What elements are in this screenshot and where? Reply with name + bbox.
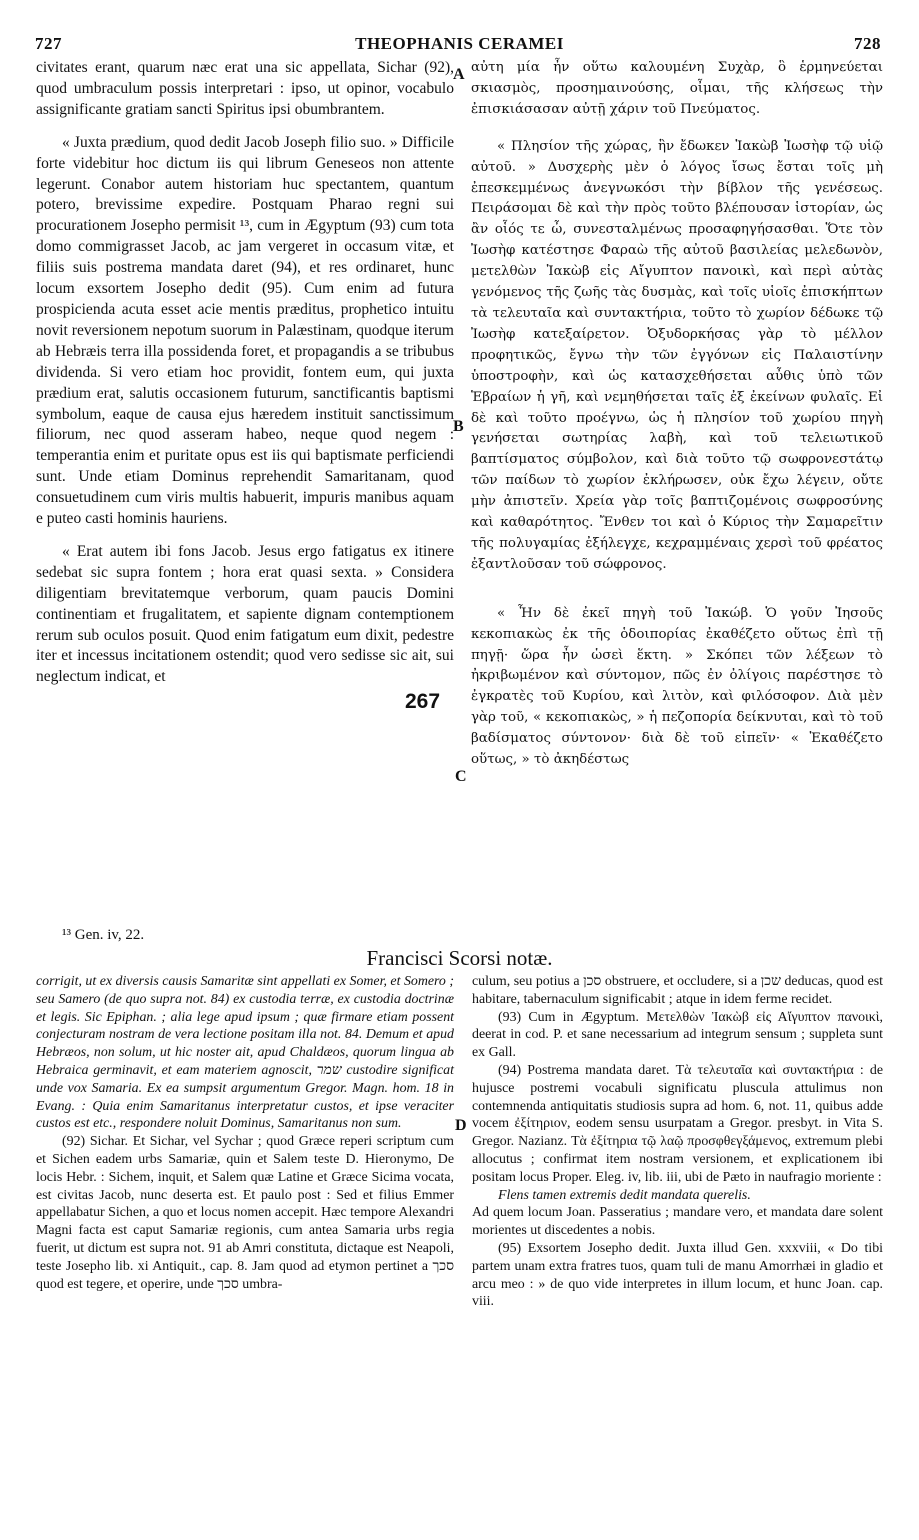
column-number: 267 [405, 690, 441, 713]
margin-letter-b: B [453, 418, 464, 435]
note-paragraph: (95) Exsortem Josepho dedit. Juxta illud Gen. xxxviii, « Do tibi partem unam extra fratres tuos, quam tuli de manu Amorrhæi in gladio et arcu meo : » de quo vide interpretes in illum locum, et hunc Joan. cap. viii. [472, 1240, 883, 1310]
note-paragraph: corrigit, ut ex diversis causis Samaritæ sint appellati ex Somer, et Somero ; seu Samero (de quo supra not. 84) ex custodia terræ, ex custodia doctrinæ et legis. Sic Epiphan. ; alia lege apud ipsum ; quæ firmare etiam possent conjecturam nostram de vera lectione positam illa not. 84. Demum et apud Hebræos, non solum, ut hic noster ait, apud Chaldæos, quorum lingua ab Hebraica germinavit, et eam materiem agnoscit, שמר custodire significat unde vox Samaria. Ex ea sumpsit argumentum Gregor. Magn. hom. 18 in Evang. : Quia enim Samaritanus interpretatur custos, et ipse veraciter custos est etc., respondere noluit Dominus, Samaritanus non sum. [36, 974, 454, 1132]
notes-right-column [472, 973, 883, 1311]
section-title: Francisci Scorsi notæ. [366, 946, 553, 970]
note-paragraph: (94) Postrema mandata daret. Τὰ τελευταῖα καὶ συντακτήρια : de hujusce postremi vocabuli significatu pluscula attulimus non contemnenda antiquitatis studiosis supra ad hom. 6, not. 11, quibus adde vocem ἐξίτηριον, eodem sensu usurpatam a Gregor. presbyt. in Vita S. Gregor. Nazianz. Τὰ ἐξίτηρια τῷ λαῷ προσφθεγξάμενος, extremum plebi allocutus ; confirmat item nostram versionem, et explicationem ibi positam locus Proper. Eleg. iv, lib. iii, ubi de Pæto in naufragio moriente : [472, 1062, 883, 1185]
latin-paragraph: « Erat autem ibi fons Jacob. Jesus ergo fatigatus ex itinere sedebat sic supra fontem ; hora erat quasi sexta. » Considera diligentiam brevitatemque verborum, quam paucis Domini continentiam et frugalitatem, et sapiente dignam contemptionem rerum sub oculos posuit. Quod enim fatigatum eum dixit, pedestre iter et incessus incitationem ostendit; quod vero sedisse sic ait, sui neglectum indicat, et [36, 542, 454, 686]
greek-paragraph: « Ἦν δὲ ἐκεῖ πηγὴ τοῦ Ἰακώβ. Ὁ γοῦν Ἰησοῦς κεκοπιακὼς ἐκ τῆς ὁδοιπορίας ἐκαθέζετο οὕτως ἐπὶ τῇ πηγῇ· ὥρα ἦν ὡσεὶ ἕκτη. » Σκόπει τῶν λέξεων τὸ ἠκριβωμένον καὶ σύντομον, πῶς ἐν ὀλίγοις παρέστησε τὸ ἐγκρατὲς τοῦ Κυρίου, καὶ λιτὸν, καὶ φιλόσοφον. Διὰ μὲν γὰρ τοῦ, « κεκοπιακὼς, » ἡ πεζοπορία δείκνυται, καὶ τὸ τοῦ βαδίσματος σύντονον· διὰ δὲ τοῦ εἰπεῖν· « Ἐκαθέζετο οὕτως, » τὸ ἀκηδέστως [471, 605, 883, 768]
latin-column [36, 58, 454, 688]
margin-letter-a: A [453, 66, 465, 83]
running-title: THEOPHANIS CERAMEI [355, 34, 564, 53]
notes-left-column [36, 973, 454, 1293]
greek-paragraph: « Πλησίον τῆς χώρας, ἣν ἔδωκεν Ἰακὼβ Ἰωσὴφ τῷ υἱῷ αὐτοῦ. » Δυσχερὴς μὲν ὁ λόγος ἴσως ἔσται τοῖς μὴ ἐπεσκεμμένως ἀνεγνωκόσι τὴν βίβλον τῆς γενέσεως. Πειράσομαι δὲ καὶ τὴν πρὸς τοῦτο βλέπουσαν ἱστορίαν, ὡς ἂν οἷός τε ὦ, συνεσταλμένως προσαφηγήσασθαι. Ὅτε τὸν Ἰωσὴφ κατέστησε Φαραὼ τῆς αὐτοῦ βασιλείας μελεδωνὸν, μετελθὼν Ἰακὼβ εἰς Αἴγυπτον πανοικὶ, καὶ περὶ αὐτὰς γενόμενος τῆς ζωῆς τὰς δυσμὰς, καὶ τοῖς υἱοῖς ἐπισκήπτων τὰ τελευταῖα καὶ συντακτήρια, τοῦτο τὸ χωρίον δέδωκε τῷ Ἰωσὴφ κατεξαίρετον. Ὀξυδορκήσας γὰρ τὸ μέλλον προφητικῶς, ἔγνω τὴν τῶν ἐγγόνων εἰς Παλαιστίνην ὑποστροφὴν, καὶ ὡς κατασχεθήσεται αὖθις ὑπὸ τῶν Ἑβραίων ἡ γῆ, καὶ νεμηθήσεται ταῖς ἐξ ἐκείνων φυλαῖς. Εἰ δὲ καὶ τοῦτο προέγνω, ὡς ἡ πλησίον τοῦ χωρίου πηγὴ γενήσεται σωτηρίας λαβὴ, καὶ τοῦ τελειωτικοῦ βαπτίσματος σύμβολον, καὶ διὰ τοῦτο τῷ σωφρονεστάτῳ τῶν παίδων τὸ χωρίον ἐκλήρωσεν, οὐκ ἔχω λέγειν, οὔτε μὴν ἀπιστεῖν. Χρεία γὰρ τοῖς βαπτιζομένοις σωφροσύνης καὶ καθαρότητος. Ἔνθεν τοι καὶ ὁ Κύριος τὴν Σαμαρεῖτιν τῆς πολυγαμίας ἐξήλεγχε, κεχραμμέναις χερσὶ τοῦ φρέατος ἐξαντλοῦσαν τοῦ σώφρονος. [471, 138, 883, 572]
greek-paragraph: αὐτη μία ἦν οὕτω καλουμένη Συχὰρ, ὃ ἑρμηνεύεται σκιασμὸς, προσημαινούσης, οἶμαι, τῆς κλήσεως τὴν ἐπισκιάσασαν αὐτῇ χάριν τοῦ Πνεύματος. [471, 60, 883, 117]
page-number-right: 728 [854, 34, 881, 53]
greek-column [471, 58, 883, 771]
page-number-left: 727 [35, 34, 62, 53]
note-verse: Flens tamen extremis dedit mandata querelis. [498, 1187, 751, 1203]
note-paragraph: Ad quem locum Joan. Passeratius ; mandare vero, et mandata dare solent morientes ut discedentes a nobis. [472, 1205, 883, 1239]
note-paragraph: culum, seu potius a סכן obstruere, et occludere, si a שכן deducas, quod est habitare, tabernaculum significabit ; atque in idem ferme recidet. [472, 974, 884, 1007]
note-paragraph: (92) Sichar. Et Sichar, vel Sychar ; quod Græce reperi scriptum cum et Sichen eadem urbs Samariæ, quin et Salem teste D. Hieronymo, De locis Hebr. : Sichem, inquit, et Salem quæ Latine et Græce Sicima vocata, est civitas Jacob, nunc deserta est. Et paulo post : Sed et filius Emmer appellabatur Sichen, a quo et locus nomen accepit. Hæc tempore Alexandri Magni facta est caput Samariæ regionis, cum antea Samaria urbs regia fuerit, ut dictum est supra not. 91 ab Amri constituta, dictaque est Neapoli, teste Josepho lib. xi Antiquit., cap. 8. Jam quod ad etymon pertinet a סכך quod est tegere, et operire, unde סכך umbra- [36, 1134, 454, 1292]
latin-paragraph: civitates erant, quarum næc erat una sic appellata, Sichar (92), quod umbraculum possis interpretari : ipso, ut opinor, vocabulo assignificante gratiam sancti Spiritus ipsi obumbrantem. [36, 59, 454, 118]
footnote: ¹³ Gen. iv, 22. [62, 927, 145, 943]
latin-paragraph: « Juxta prædium, quod dedit Jacob Joseph filio suo. » Difficile forte videbitur hoc dictum iis qui librum Geneseos non attente legerunt. Conabor autem historiam huc spectantem, quantum potero, brevissime expedire. Postquam Pharao regni sui procurationem Josepho permisit ¹³, cum in Ægyptum (93) cum tota domo commigrasset Jacob, ac jam vergeret in occasum vitæ, et filiis suis postrema mandata daret (94), et res ordinaret, hunc locum exsortem Josepho dedit (95). Cum enim ad futura prospicienda acuta esset acie mentis præditus, prophetico intuitu novit reversionem nepotum suorum in Palæstinam, quodque iterum ab Hebræis terra illa possidenda foret, et propagandis a se tribubus dividenda. Si vero etiam hoc providit, fontem eum, qui juxta prædium erat, salutis occasionem futurum, sanctificantis baptismi symbolum, eaque de causa ejus hæredem instituit sanctissimum filiorum, nec quod asseram habeo, neque quod negem : temperantia enim et puritate opus est iis qui baptismate perficiendi sunt. Unde etiam Dominus reprehendit Samaritanam, quod consuetudinem cum viris multis habuerit, impuris manibus aquam e puteo casti hominis hauriens. [36, 133, 454, 528]
margin-letter-c: C [455, 768, 467, 785]
margin-letter-d: D [455, 1117, 467, 1134]
note-paragraph: (93) Cum in Ægyptum. Μετελθὼν Ἰακὼβ εἰς Αἴγυπτον πανοικὶ, deerat in cod. P. et sane necessarium ad integrum sensum ; suppleta sunt ex Gall. [472, 1009, 883, 1061]
